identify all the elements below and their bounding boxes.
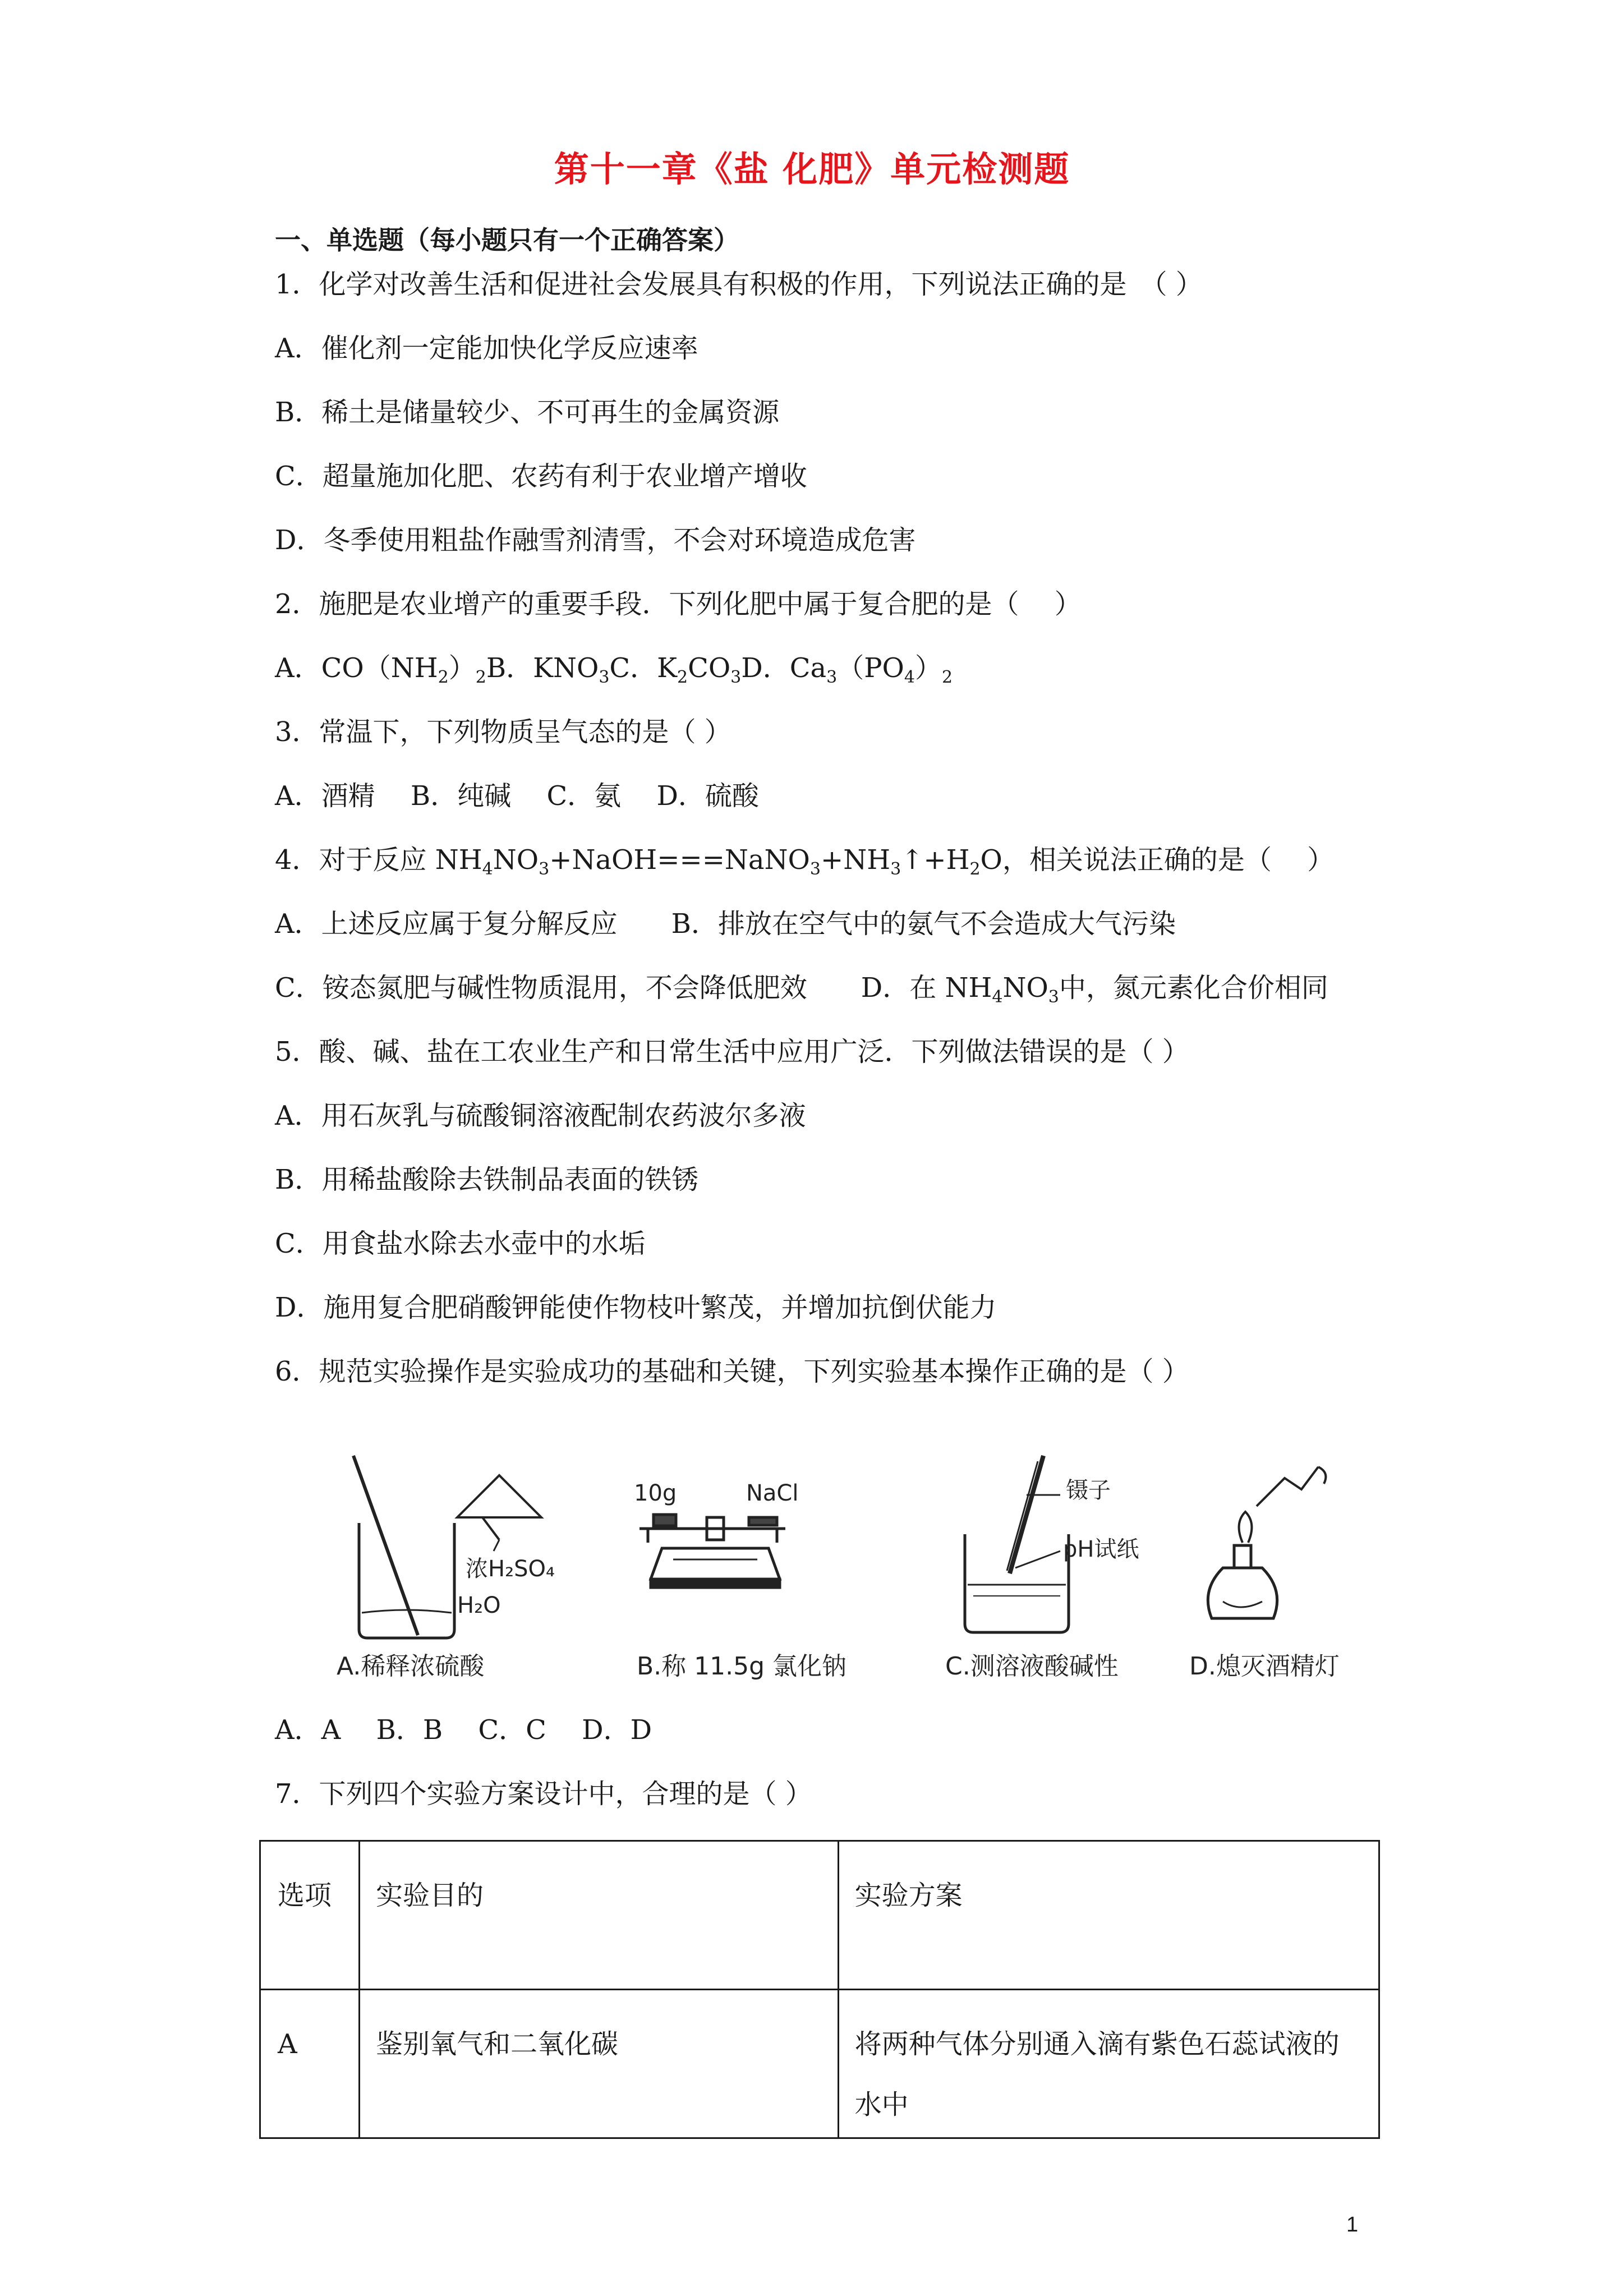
q1-stem: 1．化学对改善生活和促进社会发展具有积极的作用，下列说法正确的是 （ ）: [275, 269, 1203, 300]
figure-c-label-tweezers: 镊子: [1066, 1478, 1111, 1503]
q6-figure: [314, 1444, 1369, 1691]
q2-option-c: C．$K_2CO_3$: [609, 652, 742, 687]
table-cell: 鉴别氧气和二氧化碳: [359, 1990, 838, 2138]
q6-options: A．A B．B C．C D．D: [275, 1714, 652, 1746]
figure-a-beaker: [353, 1456, 541, 1638]
q3-options: A．酒精 B．纯碱 C．氨 D．硫酸: [275, 780, 759, 812]
q1-option-b: B．稀土是储量较少、不可再生的金属资源: [275, 397, 780, 428]
q6-stem: 6．规范实验操作是实验成功的基础和关键，下列实验基本操作正确的是（ ）: [275, 1356, 1189, 1387]
figure-c-caption: C.测溶液酸碱性: [945, 1652, 1119, 1681]
figure-c-setup: [965, 1456, 1069, 1632]
q2-option-d: D．$Ca_3(PO_4)_2$: [741, 652, 953, 687]
q1-option-a: A．催化剂一定能加快化学反应速率: [275, 333, 698, 364]
table-header-cell: 选项: [260, 1841, 360, 1990]
page-number: 1: [1346, 2213, 1359, 2237]
q4-options-row1: A．上述反应属于复分解反应 B．排放在空气中的氨气不会造成大气污染: [275, 908, 1176, 940]
q1-option-d: D．冬季使用粗盐作融雪剂清雪，不会对环境造成危害: [275, 524, 916, 556]
page-title: 第十一章《盐 化肥》单元检测题: [554, 149, 1070, 190]
figure-b-balance: [640, 1515, 785, 1588]
q5-option-d: D．施用复合肥硝酸钾能使作物枝叶繁茂，并增加抗倒伏能力: [275, 1292, 997, 1323]
table-row: [260, 1990, 1379, 2138]
figure-d-caption: D.熄灭酒精灯: [1189, 1652, 1340, 1681]
q4-options-row2: C．铵态氮肥与碱性物质混用，不会降低肥效 D．在 $NH_4NO_3$中，氮元素化合价相同: [275, 972, 1328, 1007]
q1-option-c: C．超量施加化肥、农药有利于农业增产增收: [275, 461, 807, 492]
q7-stem: 7．下列四个实验方案设计中，合理的是（ ）: [275, 1778, 812, 1810]
q2-stem: 2．施肥是农业增产的重要手段．下列化肥中属于复合肥的是（ ）: [275, 588, 1082, 620]
q2-option-a: A．$CO(NH_2)_2$: [275, 652, 486, 687]
figure-c-label-ph-paper: pH试纸: [1063, 1536, 1139, 1562]
figure-a-caption: A.稀释浓硫酸: [337, 1652, 485, 1681]
figure-a-label-water: H₂O: [457, 1593, 501, 1618]
table-header-row: [260, 1841, 1379, 1990]
figure-b-label-nacl: NaCl: [746, 1480, 799, 1506]
q7-table: [259, 1840, 1380, 2139]
q5-option-c: C．用食盐水除去水壶中的水垢: [275, 1228, 646, 1259]
q5-option-a: A．用石灰乳与硫酸铜溶液配制农药波尔多液: [275, 1100, 806, 1131]
q3-stem: 3．常温下，下列物质呈气态的是（ ）: [275, 716, 732, 748]
q4-stem: 4．对于反应 $NH_4NO_3+NaOH===NaNO_3+NH_3↑+H_2O$，相关说法正确的是（ ）: [275, 844, 1335, 879]
figure-b-label-weight: 10g: [634, 1480, 677, 1506]
table-header-cell: 实验方案: [838, 1841, 1379, 1990]
figure-b-caption: B.称 11.5g 氯化钠: [637, 1652, 847, 1681]
figure-a-label-acid: 浓H₂SO₄: [466, 1556, 555, 1582]
q2-option-b: B．$KNO_3$: [486, 652, 610, 687]
q2-options: [275, 652, 953, 687]
figure-d-lamp: [1208, 1467, 1326, 1618]
table-cell: A: [260, 1990, 360, 2138]
table-header-cell: 实验目的: [359, 1841, 838, 1990]
q5-option-b: B．用稀盐酸除去铁制品表面的铁锈: [275, 1164, 699, 1195]
section-heading: 一、单选题（每小题只有一个正确答案）: [275, 225, 739, 255]
table-cell: 将两种气体分别通入滴有紫色石蕊试液的水中: [838, 1990, 1379, 2138]
q5-stem: 5．酸、碱、盐在工农业生产和日常生活中应用广泛．下列做法错误的是（ ）: [275, 1036, 1189, 1068]
